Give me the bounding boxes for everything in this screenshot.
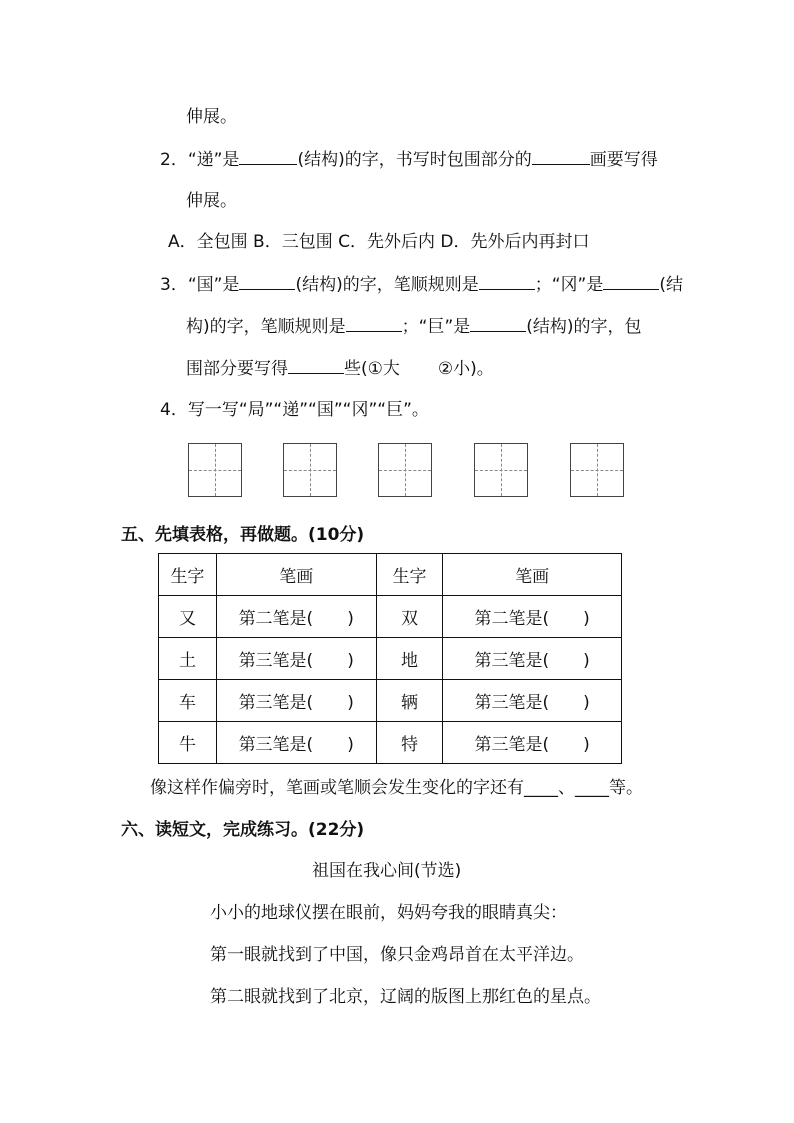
table-row bbox=[159, 680, 622, 722]
writing-grid-box[interactable] bbox=[570, 443, 624, 497]
header-cell: 生字 bbox=[159, 554, 217, 596]
writing-grid-box[interactable] bbox=[474, 443, 528, 497]
answer-blank[interactable] bbox=[532, 148, 590, 165]
answer-blank[interactable] bbox=[346, 315, 402, 332]
text: 些(①大 bbox=[344, 359, 400, 379]
answer-cell[interactable]: 第二笔是( ) bbox=[216, 596, 376, 638]
question-3-line3 bbox=[186, 357, 494, 380]
header-cell: 生字 bbox=[376, 554, 443, 596]
question-3-line1 bbox=[160, 273, 683, 296]
answer-cell[interactable]: 第三笔是( ) bbox=[443, 680, 622, 722]
answer-blank[interactable] bbox=[603, 273, 659, 290]
table-cell: 地 bbox=[376, 638, 443, 680]
answer-cell[interactable]: 第三笔是( ) bbox=[216, 638, 376, 680]
answer-cell[interactable]: 第二笔是( ) bbox=[443, 596, 622, 638]
table-header-row bbox=[159, 554, 622, 596]
table-cell: 又 bbox=[159, 596, 217, 638]
text: 画要写得 bbox=[589, 150, 658, 170]
answer-cell[interactable]: 第三笔是( ) bbox=[443, 638, 622, 680]
text-line: 伸展。 bbox=[186, 191, 237, 211]
text: (结构)的字，书写时包围部分的 bbox=[297, 150, 532, 170]
table-row bbox=[159, 638, 622, 680]
answer-blank[interactable] bbox=[239, 148, 297, 165]
table-cell: 双 bbox=[376, 596, 443, 638]
table-row bbox=[159, 596, 622, 638]
text: ；“冈”是 bbox=[534, 275, 604, 295]
table-row bbox=[159, 722, 622, 764]
answer-cell[interactable]: 第三笔是( ) bbox=[216, 722, 376, 764]
poem-line: 第二眼就找到了北京，辽阔的版图上那红色的星点。 bbox=[210, 987, 601, 1007]
answer-blank[interactable] bbox=[470, 315, 526, 332]
text: ；“巨”是 bbox=[401, 317, 471, 337]
question-4: 4．写一写“局”“递”“国”“冈”“巨”。 bbox=[160, 400, 429, 420]
section-6-title: 六、读短文，完成练习。(22分) bbox=[121, 820, 365, 840]
answer-cell[interactable]: 第三笔是( ) bbox=[216, 680, 376, 722]
text: (结 bbox=[659, 275, 683, 295]
text: 构)的字，笔顺规则是 bbox=[186, 317, 346, 337]
table-cell: 牛 bbox=[159, 722, 217, 764]
text: (结构)的字，笔顺规则是 bbox=[295, 275, 479, 295]
section-5-title: 五、先填表格，再做题。(10分) bbox=[121, 525, 365, 545]
answer-blank[interactable] bbox=[239, 273, 295, 290]
header-cell: 笔画 bbox=[443, 554, 622, 596]
text: (结构)的字，包 bbox=[526, 317, 642, 337]
text: ②小)。 bbox=[437, 359, 494, 379]
writing-grid-box[interactable] bbox=[188, 443, 242, 497]
header-cell: 笔画 bbox=[216, 554, 376, 596]
answer-cell[interactable]: 第三笔是( ) bbox=[443, 722, 622, 764]
table-cell: 土 bbox=[159, 638, 217, 680]
poem-line: 小小的地球仪摆在眼前，妈妈夸我的眼睛真尖： bbox=[210, 903, 567, 923]
stroke-table bbox=[158, 553, 622, 764]
question-3-line2 bbox=[186, 315, 642, 338]
section-5-followup: 像这样作偏旁时，笔画或笔顺会发生变化的字还有____、____等。 bbox=[150, 778, 643, 798]
poem-title: 祖国在我心间(节选) bbox=[312, 861, 462, 881]
text: 围部分要写得 bbox=[186, 359, 288, 379]
writing-grid-box[interactable] bbox=[378, 443, 432, 497]
poem-line: 第一眼就找到了中国，像只金鸡昂首在太平洋边。 bbox=[210, 945, 584, 965]
text: 3．“国”是 bbox=[160, 275, 240, 295]
table-cell: 特 bbox=[376, 722, 443, 764]
question-2-line1 bbox=[160, 148, 658, 171]
options-line: A．全包围 B．三包围 C．先外后内 D．先外后内再封口 bbox=[168, 232, 590, 252]
text-line: 伸展。 bbox=[186, 107, 237, 127]
table-cell: 辆 bbox=[376, 680, 443, 722]
writing-grid-box[interactable] bbox=[283, 443, 337, 497]
text: 2．“递”是 bbox=[160, 150, 240, 170]
answer-blank[interactable] bbox=[288, 357, 344, 374]
answer-blank[interactable] bbox=[479, 273, 535, 290]
table-cell: 车 bbox=[159, 680, 217, 722]
